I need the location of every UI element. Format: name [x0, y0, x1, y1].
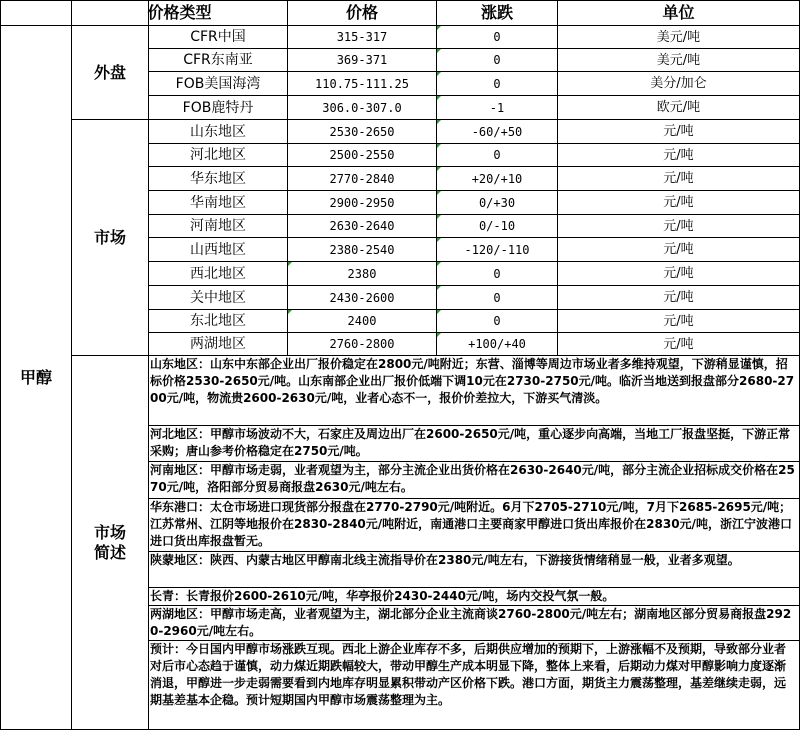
summary-forecast: 预计：今日国内甲醇市场涨跌互现。西北上游企业库存不多，后期供应增加的预期下，上游涨幅不及预期，导致部分业者对后市心态趋于谨慎，动力煤近期跌幅较大，带动甲醇生产成本明显下降，整体上来看，后期动力煤对甲醇影响力度逐渐消退，甲醇进一步走弱需要看到内地库存明显累积带动产区价格下跌。港口方面，期货主力震荡整理，基差继续走弱，远期基差基本企稳。预计短期国内甲醇市场震荡整理为主。: [150, 642, 787, 707]
comment-marker-icon: [437, 49, 441, 53]
row-region: 西北地区: [190, 265, 246, 282]
row-region: 东北地区: [190, 313, 246, 329]
row-unit: 欧元/吨: [656, 100, 701, 115]
row-change: 0: [493, 30, 501, 44]
row-price: 2380-2540: [329, 242, 395, 257]
row-price: 2770-2840: [329, 171, 395, 186]
row-region: 关中地区: [190, 289, 246, 306]
row-unit: 美元/吨: [656, 52, 701, 68]
comment-marker-icon: [437, 310, 441, 314]
row-unit: 元/吨: [663, 147, 694, 163]
row-change: -60/+50: [471, 124, 523, 139]
row-change: 0: [493, 266, 501, 281]
comment-marker-icon: [437, 120, 441, 124]
group-external: 外盘: [93, 62, 126, 82]
row-change: +100/+40: [468, 337, 526, 351]
comment-marker-icon: [437, 72, 441, 76]
row-unit: 元/吨: [663, 195, 694, 210]
row-region: 山东地区: [190, 123, 246, 140]
row-price: 315-317: [336, 30, 388, 44]
summary-shaanxi-mongolia: 陕蒙地区：陕西、内蒙古地区甲醇南北线主流指导价在2380元/吨左右，下游接货情绪稍显一般，业者多观望。: [150, 553, 740, 567]
row-unit: 元/吨: [663, 171, 694, 186]
row-region: CFR东南亚: [183, 52, 253, 68]
row-change: 0/-10: [478, 219, 516, 233]
row-price: 2380: [347, 266, 377, 281]
comment-marker-icon: [437, 333, 441, 337]
row-region: 华东地区: [190, 170, 246, 187]
row-change: 0: [493, 76, 501, 91]
group-market: 市场: [93, 227, 126, 247]
row-unit: 美分/加仑: [650, 76, 707, 91]
row-change: 0: [493, 290, 501, 305]
row-change: -120/-110: [464, 242, 530, 257]
comment-marker-icon: [288, 310, 292, 314]
row-price: 2630-2640: [329, 219, 395, 233]
summary-east-china-port: 华东港口：太仓市场进口现货部分报盘在2770-2790元/吨附近。6月下2705-2710元/吨，7月下2685-2695元/吨；江苏常州、江阴等地报价在2830-2840元/吨附近，南通港口主要商家甲醇进口货出库报价在2830元/吨，浙江宁波港口进口货出库报盘暂无。: [150, 500, 792, 548]
row-region: 山西地区: [190, 241, 246, 258]
row-price: 2400: [347, 314, 377, 328]
group-summary-line2: 简述: [93, 542, 126, 562]
row-change: 0/+30: [478, 195, 516, 210]
row-region: FOB鹿特丹: [182, 99, 254, 116]
comment-marker-icon: [437, 215, 441, 219]
comment-marker-icon: [437, 262, 441, 266]
row-change: +20/+10: [471, 171, 523, 186]
row-unit: 元/吨: [663, 242, 694, 257]
row-price: 306.0-307.0: [322, 100, 402, 115]
comment-marker-icon: [437, 191, 441, 195]
row-unit: 元/吨: [663, 218, 694, 234]
row-unit: 元/吨: [663, 313, 694, 329]
comment-marker-icon: [437, 26, 441, 30]
row-change: -1: [489, 100, 505, 115]
row-region: 两湖地区: [190, 336, 246, 352]
group-summary: [72, 356, 148, 729]
comment-marker-icon: [437, 144, 441, 148]
header-unit: 单位: [662, 3, 695, 22]
header-change: 涨跌: [480, 3, 513, 22]
row-region: 华南地区: [190, 194, 246, 211]
row-price: 2900-2950: [329, 195, 395, 210]
row-change: 0: [493, 314, 501, 328]
summary-changqing: 长青：长青报价2600-2610元/吨，华亭报价2430-2440元/吨，场内交投气氛一般。: [150, 589, 615, 603]
row-region: 河南地区: [190, 218, 246, 234]
comment-marker-icon: [288, 262, 292, 266]
comment-marker-icon: [437, 286, 441, 290]
header-price-type: 价格类型: [147, 3, 212, 22]
group-summary-line1: 市场: [93, 522, 126, 542]
product-label: 甲醇: [19, 367, 52, 387]
summary-shandong: 山东地区：山东中东部企业出厂报价稳定在2800元/吨附近；东营、淄博等周边市场业者多维持观望，下游稍显谨慎，招标价格2530-2650元/吨。山东南部企业出厂报价低端下调10元在2730-2750元/吨。临沂当地送到报盘部分2680-2700元/吨，物流贵2600-2630元/吨，业者心态不一，报价价差拉大，下游买气清淡。: [150, 357, 795, 405]
row-price: 2500-2550: [329, 148, 395, 162]
row-unit: 元/吨: [663, 124, 694, 139]
row-unit: 元/吨: [663, 290, 694, 305]
summary-hunan-hubei: 两湖地区：甲醇市场走高，业者观望为主，湖北部分企业主流商谈2760-2800元/吨左右；湖南地区部分贸易商报盘2920-2960元/吨左右。: [150, 607, 792, 638]
row-price: 2530-2650: [329, 124, 395, 139]
row-unit: 元/吨: [663, 266, 694, 281]
row-unit: 元/吨: [663, 336, 694, 352]
comment-marker-icon: [437, 96, 441, 100]
comment-marker-icon: [437, 238, 441, 242]
row-price: 2430-2600: [329, 290, 395, 305]
row-region: CFR中国: [190, 29, 246, 45]
summary-hebei: 河北地区：甲醇市场波动不大，石家庄及周边出厂在2600-2650元/吨，重心逐步向高端，当地工厂报盘坚挺，下游正常采购；唐山参考价格稳定在2750元/吨。: [150, 427, 791, 458]
row-price: 2760-2800: [329, 337, 395, 351]
row-unit: 美元/吨: [656, 29, 701, 45]
summary-henan: 河南地区：甲醇市场走弱，业者观望为主，部分主流企业出货价格在2630-2640元/吨，部分主流企业招标成交价格在2570元/吨，洛阳部分贸易商报盘2630元/吨左右。: [150, 463, 795, 494]
row-price: 369-371: [336, 53, 388, 67]
header-price: 价格: [345, 3, 378, 22]
row-region: 河北地区: [190, 147, 246, 163]
row-change: 0: [493, 148, 501, 162]
comment-marker-icon: [437, 167, 441, 171]
row-region: FOB美国海湾: [175, 75, 261, 92]
row-price: 110.75-111.25: [315, 76, 409, 91]
row-change: 0: [493, 53, 501, 67]
